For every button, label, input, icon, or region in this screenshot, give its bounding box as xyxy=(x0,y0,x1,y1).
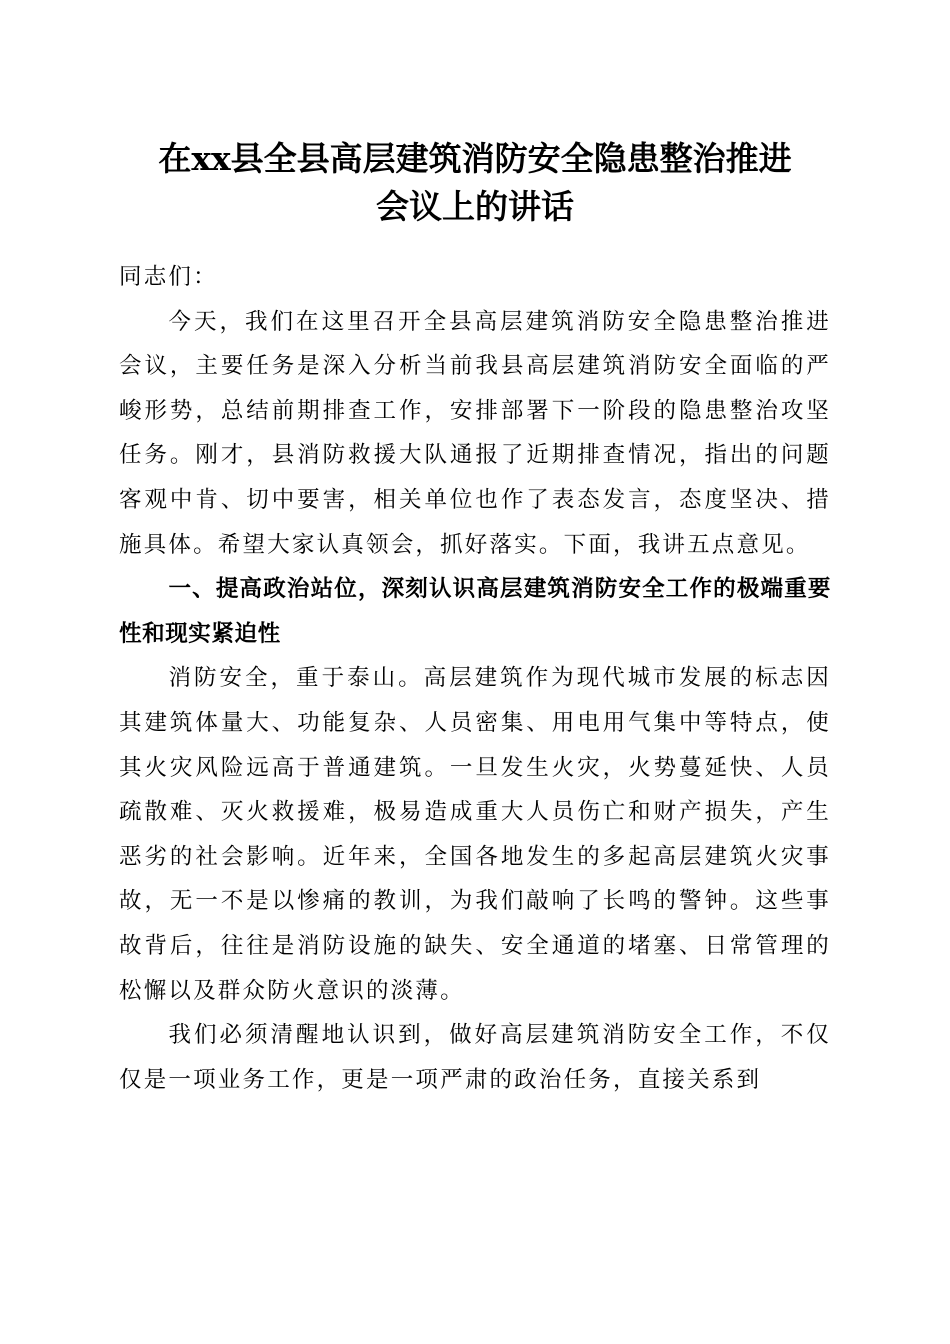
salutation: 同志们： xyxy=(119,264,218,290)
paragraph-political-task: 我们必须清醒地认识到，做好高层建筑消防安全工作，不仅仅是一项业务工作，更是一项严肃的政治任务，直接关系到 xyxy=(119,1022,831,1093)
document-title xyxy=(100,135,850,231)
paragraph-fire-safety: 消防安全，重于泰山。高层建筑作为现代城市发展的标志因其建筑体量大、功能复杂、人员密集、用电用气集中等特点，使其火灾风险远高于普通建筑。一旦发生火灾，火势蔓延快、人员疏散难、灭火救援难，极易造成重大人员伤亡和财产损失，产生恶劣的社会影响。近年来，全国各地发生的多起高层建筑火灾事故，无一不是以惨痛的教训，为我们敲响了长鸣的警钟。这些事故背后，往往是消防设施的缺失、安全通道的堵塞、日常管理的松懈以及群众防火意识的淡薄。 xyxy=(119,665,831,1004)
section-heading-1: 一、提高政治站位，深刻认识高层建筑消防安全工作的极端重要性和现实紧迫性 xyxy=(119,576,831,647)
document-body xyxy=(119,255,831,1102)
paragraph-intro: 今天，我们在这里召开全县高层建筑消防安全隐患整治推进会议，主要任务是深入分析当前我县高层建筑消防安全面临的严峻形势，总结前期排查工作，安排部署下一阶段的隐患整治攻坚任务。刚才，县消防救援大队通报了近期排查情况，指出的问题客观中肯、切中要害，相关单位也作了表态发言，态度坚决、措施具体。希望大家认真领会，抓好落实。下面，我讲五点意见。 xyxy=(119,308,831,558)
title-line-2: 会议上的讲话 xyxy=(376,187,574,226)
title-line-1: 在xx县全县高层建筑消防安全隐患整治推进 xyxy=(158,139,792,178)
